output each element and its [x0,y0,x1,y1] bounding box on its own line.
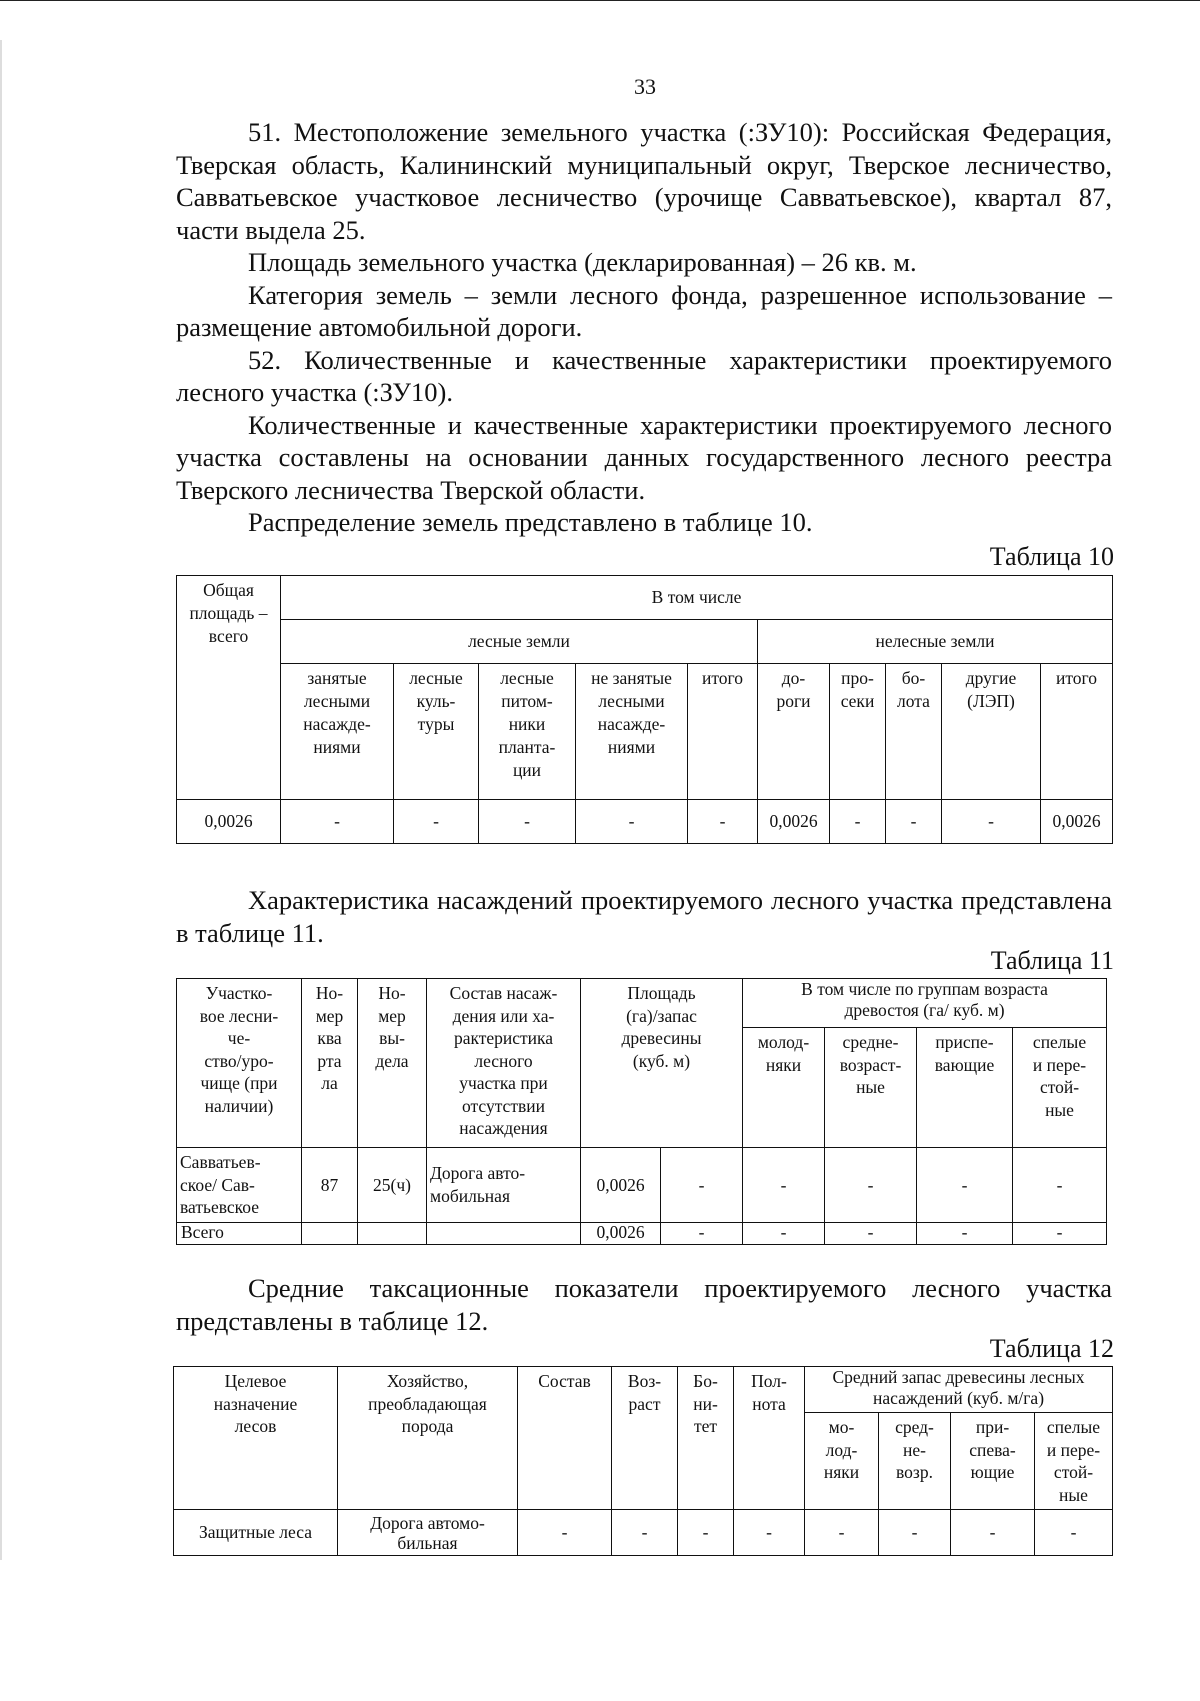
t12-cell: - [734,1510,805,1556]
table12-caption: Таблица 12 [989,1334,1114,1363]
section-51-52 [176,116,1112,539]
t10-col-header: итого [1041,664,1113,800]
t12-purpose-header: Целевое назначение лесов [174,1367,338,1510]
t10-cell: - [942,800,1041,844]
t10-forest-lands-header: лесные земли [281,620,758,664]
t12-density-header: Пол- нота [734,1367,805,1510]
t11-mature-header: спелые и пере- стой- ные [1013,1028,1107,1148]
t10-cell: 0,0026 [177,800,281,844]
t11-cell: - [917,1222,1013,1244]
paragraph-taxation: Средние таксационные показатели проектируемого лесного участка представлены в таблице 12. [176,1273,1112,1336]
t11-cell: - [661,1148,743,1223]
t11-ripening-header: приспе- вающие [917,1028,1013,1148]
table-row-total [177,1222,1107,1244]
t11-cell: - [661,1222,743,1244]
t12-composition-header: Состав [518,1367,612,1510]
t10-col-header: занятые лесными насажде- ниями [281,664,394,800]
t12-young-header: мо- лод- няки [805,1413,879,1510]
t12-ripening-header: при- спева- ющие [951,1413,1035,1510]
t11-cell: 87 [302,1148,358,1223]
paragraph-area: Площадь земельного участка (декларированная) – 26 кв. м. [248,247,917,277]
t11-middle-aged-header: средне- возраст- ные [825,1028,917,1148]
t11-composition-header: Состав насаж- дения или ха- рактеристика лесного участка при отсутствии насаждения [427,979,581,1148]
t11-cell: Савватьев- ское/ Сав- ватьевское [177,1148,302,1223]
paragraph-distribution: Распределение земель представлено в таблице 10. [248,507,813,537]
table11-caption: Таблица 11 [990,946,1114,975]
t12-cell: - [1035,1510,1113,1556]
t11-quarter-header: Но- мер ква рта ла [302,979,358,1148]
paragraph-52: 52. Количественные и качественные характеристики проектируемого лесного участка (:ЗУ10). [176,344,1112,407]
t12-bonitet-header: Бо- ни- тет [678,1367,734,1510]
section-table11-intro [176,884,1112,949]
t12-cell: Защитные леса [174,1510,338,1556]
page-number: 33 [634,74,656,99]
t11-area-header: Площадь (га)/запас древесины (куб. м) [581,979,743,1148]
table10-caption: Таблица 10 [989,542,1114,571]
table-10 [176,575,1113,844]
t11-cell: - [825,1148,917,1223]
table-12 [173,1366,1113,1556]
table-row [177,1148,1107,1223]
t10-nonforest-lands-header: нелесные земли [758,620,1113,664]
t11-cell: 0,0026 [581,1148,661,1223]
t12-stock-header: Средний запас древесины лесных насаждений (куб. м/га) [805,1367,1113,1413]
t12-age-header: Воз- раст [612,1367,678,1510]
t11-age-groups-header: В том числе по группам возраста древостоя (га/ куб. м) [743,979,1107,1028]
t12-middle-aged-header: сред- не- возр. [879,1413,951,1510]
t11-cell: - [1013,1148,1107,1223]
t11-cell: - [743,1148,825,1223]
t10-col-header: не занятые лесными насажде- ниями [576,664,688,800]
t10-cell: - [281,800,394,844]
t12-cell: - [879,1510,951,1556]
t11-cell: - [825,1222,917,1244]
t12-cell: - [612,1510,678,1556]
table-row [177,800,1113,844]
t11-young-header: молод- няки [743,1028,825,1148]
t12-cell: Дорога автомо- бильная [338,1510,518,1556]
paragraph-category: Категория земель – земли лесного фонда, разрешенное использование – размещение автомобильной дороги. [176,279,1112,342]
t10-cell: 0,0026 [1041,800,1113,844]
t10-cell: - [886,800,942,844]
t10-cell: - [688,800,758,844]
t11-cell [358,1222,427,1244]
t11-section-header: Но- мер вы- дела [358,979,427,1148]
section-table12-intro [176,1272,1112,1337]
paragraph-characteristics: Характеристика насаждений проектируемого лесного участка представлена в таблице 11. [176,885,1112,948]
t10-cell: 0,0026 [758,800,830,844]
table-row [174,1510,1113,1556]
t10-col-header: бо- лота [886,664,942,800]
t10-col-header: лесные питом- ники планта- ции [479,664,576,800]
t10-col-header: другие (ЛЭП) [942,664,1041,800]
t10-including-header: В том числе [281,576,1113,620]
t12-economy-header: Хозяйство, преобладающая порода [338,1367,518,1510]
top-border [0,0,1200,1]
t10-total-area-header: Общая площадь – всего [177,576,281,800]
t12-cell: - [805,1510,879,1556]
table-11 [176,978,1107,1245]
paragraph-51: 51. Местоположение земельного участка (:ЗУ10): Российская Федерация, Тверская область, Калининский муниципальный округ, Тверское лесничество, Савватьевское участковое лесничество (урочище Савватьевское), квартал 87, части выдела 25. [176,117,1112,245]
t11-cell: - [743,1222,825,1244]
t11-cell: 0,0026 [581,1222,661,1244]
t10-cell: - [830,800,886,844]
t11-cell: Всего [177,1222,302,1244]
t11-cell: - [1013,1222,1107,1244]
t11-cell: 25(ч) [358,1148,427,1223]
t11-forestry-header: Участко- вое лесни- че- ство/уро- чище (при наличии) [177,979,302,1148]
t11-cell: Дорога авто- мобильная [427,1148,581,1223]
t10-cell: - [576,800,688,844]
t11-cell [302,1222,358,1244]
t12-cell: - [518,1510,612,1556]
t10-col-header: лесные куль- туры [394,664,479,800]
t11-cell: - [917,1148,1013,1223]
t12-cell: - [678,1510,734,1556]
t10-col-header: итого [688,664,758,800]
t10-col-header: про- секи [830,664,886,800]
paragraph-quantitative: Количественные и качественные характеристики проектируемого лесного участка составлены на основании данных государственного лесного реестра Тверского лесничества Тверской области. [176,409,1112,505]
t10-cell: - [479,800,576,844]
scan-edge [0,40,2,1560]
t11-cell [427,1222,581,1244]
t12-mature-header: спелые и пере- стой- ные [1035,1413,1113,1510]
t12-cell: - [951,1510,1035,1556]
t10-col-header: до- роги [758,664,830,800]
t10-cell: - [394,800,479,844]
